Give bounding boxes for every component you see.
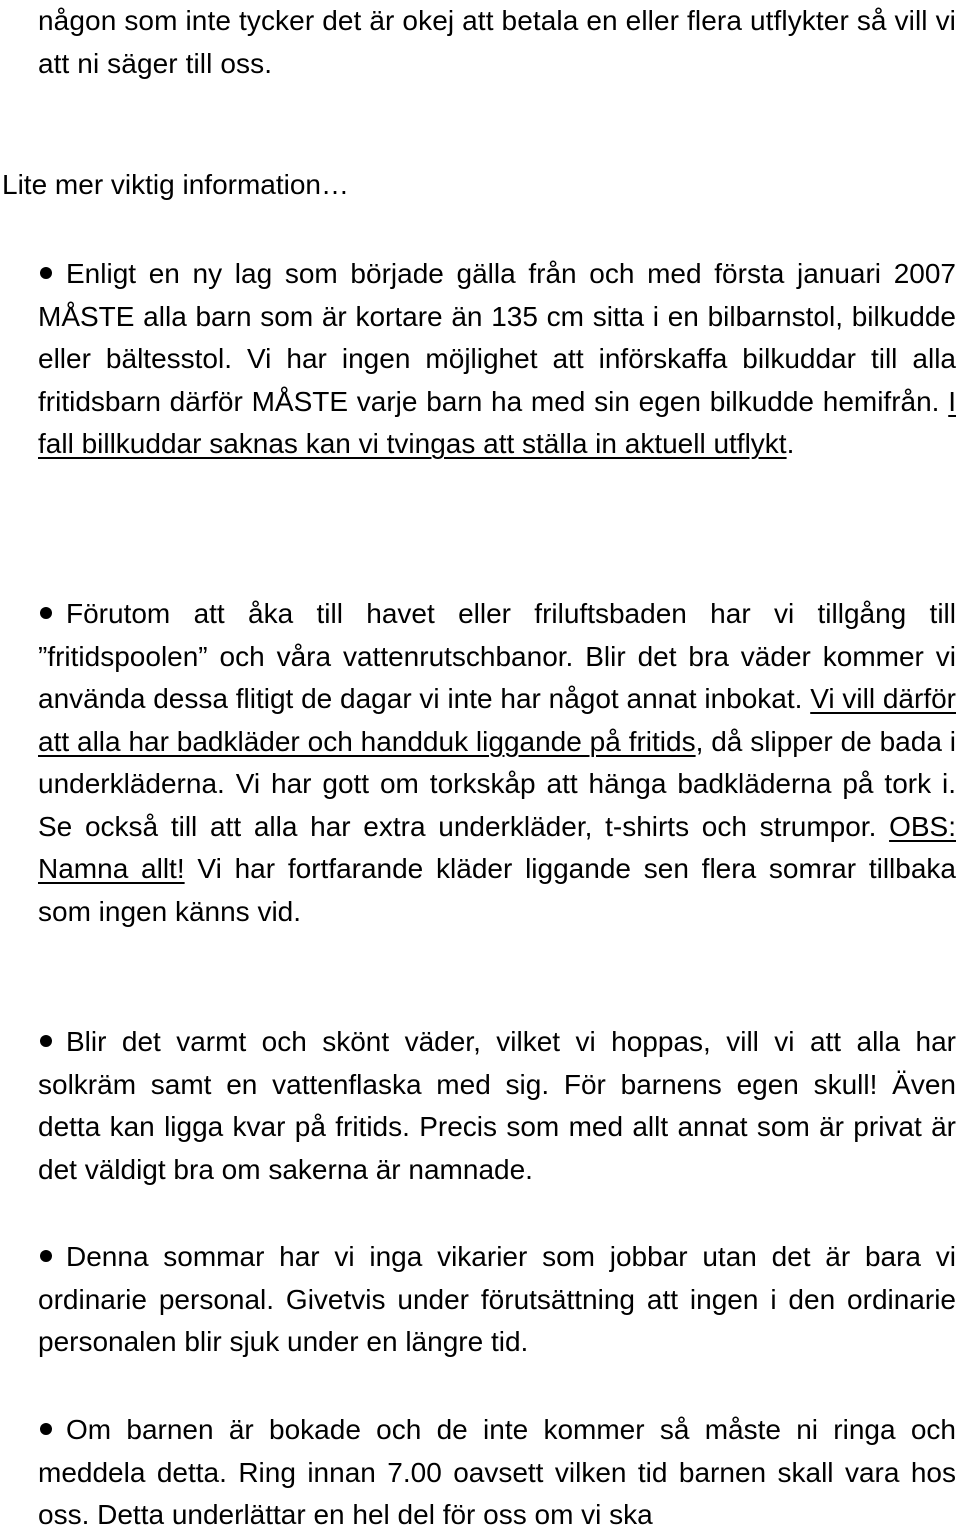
bullet-dot-icon (40, 1250, 52, 1262)
bullet-text: Förutom att åka till havet eller friluftsbaden har vi tillgång till ”fritidspoolen” och våra vattenrutschbanor. Blir det bra väder kommer vi använda dessa flitigt de dagar vi inte har något annat inbokat. (38, 598, 956, 714)
bullet-text: Denna sommar har vi inga vikarier som jobbar utan det är bara vi ordinarie personal. Givetvis under förutsättning att ingen i den ordinarie personalen blir sjuk under en längre tid. (38, 1241, 956, 1357)
section-heading (2, 164, 349, 207)
bullet-text-end: . (786, 428, 795, 459)
bullet-dot-icon (40, 267, 52, 279)
intro-paragraph (38, 0, 956, 85)
bullet-dot-icon (40, 1423, 52, 1435)
bullet-dot-icon (40, 1035, 52, 1047)
bullet-text-continued: , då slipper de bada i underkläderna. Vi har gott om torkskåp att hänga badkläderna på tork i. Se också till att alla har extra underkläder, t-shirts och strumpor. (38, 725, 956, 842)
bullet-item-staff (38, 1236, 956, 1364)
bullet-text: Blir det varmt och skönt väder, vilket vi hoppas, vill vi att alla har solkräm samt en vattenflaska med sig. För barnens egen skull! Även detta kan ligga kvar på fritids. Precis som med allt annat som är privat är det väldigt bra om sakerna är namnade. (38, 1026, 956, 1185)
underlined-text: Vi vill därför att alla har badkläder och handduk liggande på fritids (38, 683, 956, 757)
underlined-text: OBS: Namna allt! (38, 810, 956, 884)
bullet-text-end: Vi har fortfarande kläder liggande sen flera somrar tillbaka som ingen känns vid. (38, 853, 956, 927)
bullet-text: Enligt en ny lag som började gälla från och med första januari 2007 MÅSTE alla barn som är kortare än 135 cm sitta i en bilbarnstol, bilkudde eller bältesstol. Vi har ingen möjlighet att införskaffa bilkuddar till alla fritidsbarn därför MÅSTE varje barn ha med sin egen bilkudde hemifrån. (38, 258, 956, 417)
underlined-text: I fall billkuddar saknas kan vi tvingas att ställa in aktuell utflykt (38, 385, 956, 459)
bullet-item-car-seat (38, 253, 956, 466)
bullet-item-call-in (38, 1409, 956, 1531)
heading-text: Lite mer viktig information… (2, 169, 350, 200)
bullet-text: Om barnen är bokade och de inte kommer så måste ni ringa och meddela detta. Ring innan 7.00 oavsett vilken tid barnen skall vara hos oss. Detta underlättar en hel del för oss om vi ska (38, 1414, 956, 1530)
bullet-dot-icon (40, 607, 52, 619)
intro-text: någon som inte tycker det är okej att betala en eller flera utflykter så vill vi att ni säger till oss. (38, 5, 956, 79)
bullet-item-sunscreen (38, 1021, 956, 1191)
bullet-item-swimwear (38, 593, 956, 933)
